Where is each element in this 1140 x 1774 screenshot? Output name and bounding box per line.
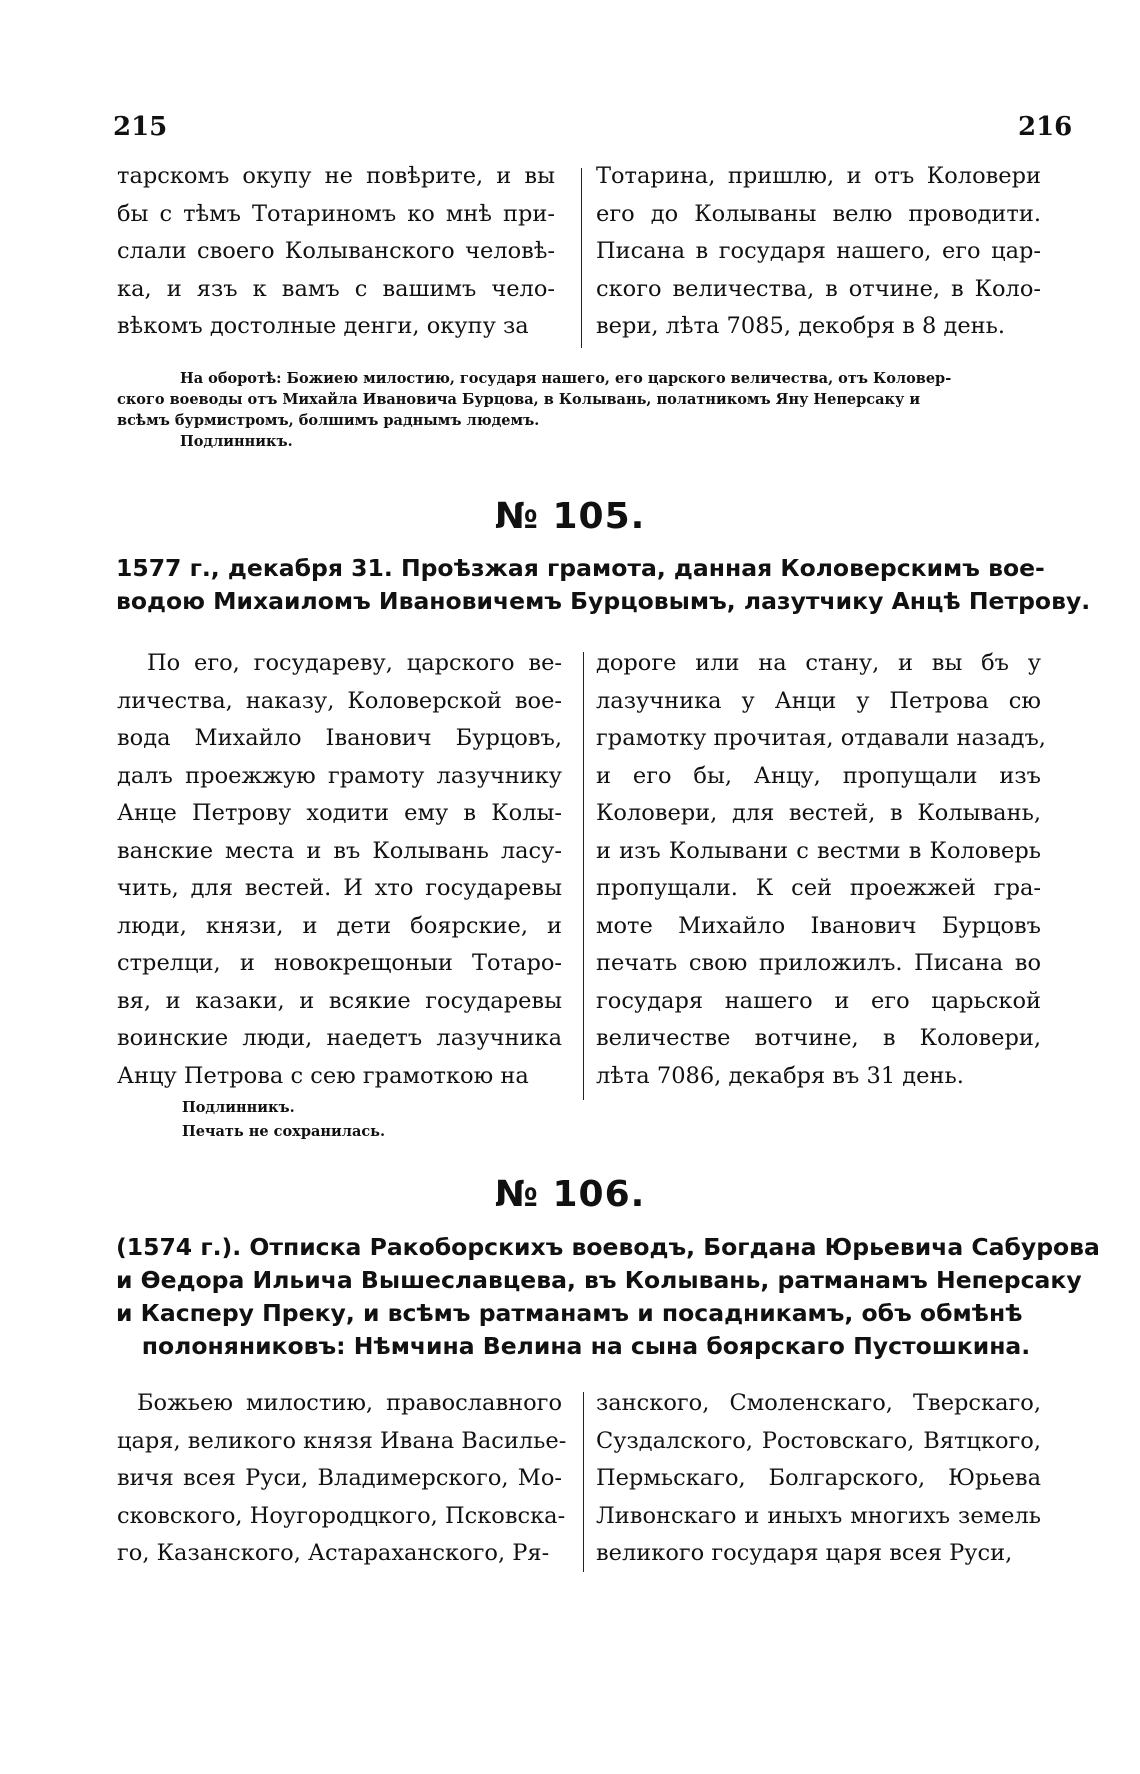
document-105-heading [116, 552, 1091, 618]
text-line: вя, и казаки, и всякие государевы [117, 987, 562, 1014]
text-line: Суздалского, Ростовскаго, Вятцкого, [596, 1427, 1041, 1454]
text-line: пропущали. К сей проежжей гра- [596, 875, 1041, 901]
text-line: личества, наказу, Коловерской вое- [117, 687, 562, 714]
text-line: го, Казанского, Астараханского, Ря- [117, 1540, 550, 1566]
text-line: ка, и язъ к вамъ с вашимъ чело- [117, 275, 555, 302]
doc105-columns [117, 645, 1046, 1095]
note-line: На оборотѣ: Божиею милостию, государя нашего, его царского величества, отъ Коловер- [180, 370, 952, 387]
doc105-left-column [117, 645, 562, 1095]
text-line: моте Михайло Іванович Бурцовъ [596, 912, 1041, 939]
heading-line: полоняниковъ: Нѣмчина Велина на сына боярскаго Пустошкина. [141, 1332, 1031, 1360]
text-line: далъ проежжую грамоту лазучнику [117, 762, 562, 789]
heading-line: 1577 г., декабря 31. Проѣзжая грамота, данная Коловерскимъ вое- [116, 554, 1045, 582]
text-line: бы с тѣмъ Тотариномъ ко мнѣ при- [117, 200, 555, 227]
page-number-left: 215 [113, 112, 168, 142]
text-line: Писана в государя нашего, его цар- [596, 238, 1041, 264]
text-line: ского величества, в отчине, в Коло- [596, 275, 1041, 302]
section1-columns [117, 158, 1041, 346]
doc106-columns [117, 1385, 1041, 1573]
text-line: тарскомъ окупу не повѣрите, и вы [117, 163, 555, 189]
note-line: Подлинникъ. [180, 433, 293, 450]
text-line: и изъ Колывани с вестми в Коловерь [596, 837, 1041, 864]
note-line: Печать не сохранилась. [182, 1123, 386, 1140]
text-line: Коловери, для вестей, в Колывань, [596, 800, 1041, 826]
doc105-note [182, 1096, 385, 1144]
document-106-heading [116, 1231, 1100, 1363]
text-line: Анцу Петрова с сею грамоткою на [117, 1062, 529, 1089]
note-line: всѣмъ бурмистромъ, болшимъ раднымъ людемъ. [117, 412, 540, 429]
text-line: Тотарина, пришлю, и отъ Коловери [596, 163, 1041, 189]
text-line: дороге или на стану, и вы бъ у [596, 650, 1041, 676]
section1-right-column [596, 158, 1041, 346]
document-number-106: № 106. [494, 1174, 646, 1215]
text-line: По его, государеву, царского ве- [147, 650, 562, 676]
heading-line: водою Михаиломъ Ивановичемъ Бурцовымъ, лазутчику Анцѣ Петрову. [116, 587, 1091, 615]
text-line: вери, лѣта 7085, декобря в 8 день. [596, 313, 1006, 339]
doc105-right-column [596, 645, 1046, 1095]
section1-left-column [117, 158, 555, 346]
text-line: грамотку прочитая, отдавали назадъ, [596, 725, 1046, 751]
section1-note [117, 368, 952, 452]
page-number-right: 216 [1018, 112, 1073, 142]
note-line: ского воеводы отъ Михайла Ивановича Бурцова, в Колывань, полатникомъ Яну Неперсаку и [117, 391, 921, 408]
text-line: Божьею милостию, православного [137, 1390, 562, 1416]
text-line: стрелци, и новокрещоныи Тотаро- [117, 950, 562, 976]
text-line: величестве вотчине, в Коловери, [596, 1025, 1041, 1051]
note-line: Подлинникъ. [182, 1099, 295, 1116]
text-line: Анце Петрову ходити ему в Колы- [117, 800, 562, 826]
text-line: слали своего Колыванского человѣ- [117, 238, 555, 264]
text-line: воинские люди, наедетъ лазучника [117, 1025, 562, 1051]
text-line: его до Колываны велю проводити. [596, 200, 1041, 227]
text-line: люди, князи, и дети боярские, и [117, 912, 562, 939]
document-number-105: № 105. [494, 496, 646, 537]
heading-line: (1574 г.). Отписка Ракоборскихъ воеводъ, Богдана Юрьевича Сабурова [116, 1233, 1100, 1261]
doc106-right-column [596, 1385, 1041, 1573]
text-line: вода Михайло Іванович Бурцовъ, [117, 725, 562, 751]
text-line: вѣкомъ достолные денги, окупу за [117, 313, 529, 339]
column-divider [583, 1392, 584, 1572]
text-line: и его бы, Анцу, пропущали изъ [596, 762, 1041, 789]
text-line: чить, для вестей. И хто государевы [117, 875, 562, 901]
heading-line: и Касперу Преку, и всѣмъ ратманамъ и посадникамъ, объ обмѣнѣ [116, 1299, 1023, 1327]
text-line: занского, Смоленскаго, Тверскаго, [596, 1390, 1041, 1416]
text-line: печать свою приложилъ. Писана во [596, 950, 1041, 976]
text-line: царя, великого князя Ивана Василье- [117, 1427, 567, 1454]
text-line: великого государя царя всея Руси, [596, 1540, 1013, 1566]
doc106-left-column [117, 1385, 567, 1573]
text-line: Пермьскаго, Болгарского, Юрьева [596, 1465, 1041, 1491]
text-line: вичя всея Руси, Владимерского, Мо- [117, 1465, 562, 1491]
column-divider [581, 168, 582, 348]
text-line: сковского, Ноугородцкого, Псковска- [117, 1502, 566, 1529]
text-line: Ливонскаго и иныхъ многихъ земель [596, 1502, 1041, 1529]
text-line: лазучника у Анци у Петрова сю [596, 687, 1041, 714]
text-line: лѣта 7086, декабря въ 31 день. [596, 1062, 964, 1089]
column-divider [583, 652, 584, 1100]
heading-line: и Ѳедора Ильича Вышеславцева, въ Колывань, ратманамъ Неперсаку [116, 1266, 1082, 1294]
text-line: государя нашего и его царьской [596, 987, 1041, 1014]
text-line: ванские места и въ Колывань ласу- [117, 837, 562, 864]
